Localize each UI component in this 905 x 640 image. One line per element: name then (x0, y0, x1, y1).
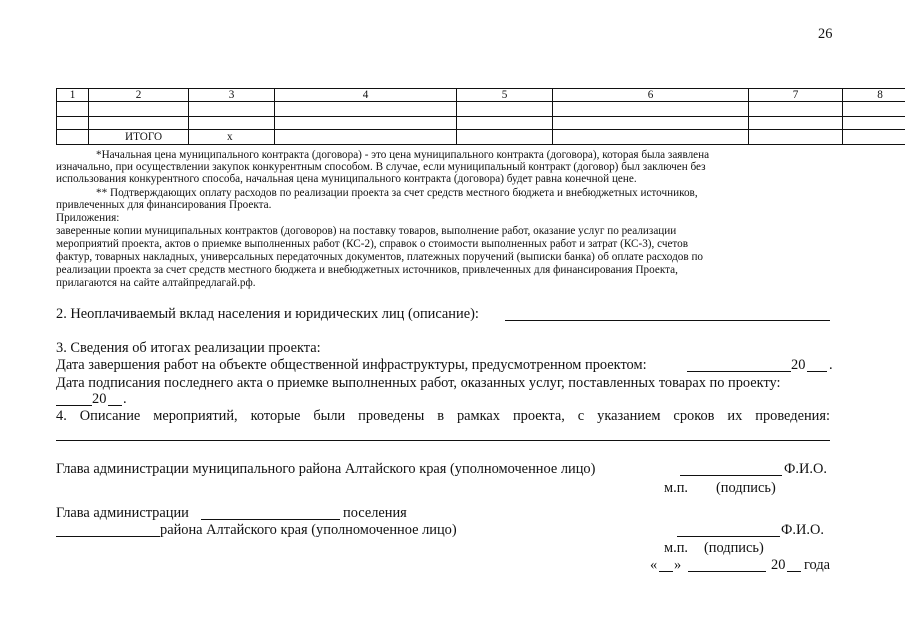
table-header-cell: 6 (553, 89, 749, 102)
date-close-quote: » (674, 557, 682, 573)
table-total-row (57, 130, 905, 145)
signature2-fio: Ф.И.О. (781, 522, 824, 538)
date-year-blank[interactable] (787, 571, 801, 572)
attachments-title: Приложения: (56, 212, 120, 224)
table-header-cell: 3 (189, 89, 275, 102)
completion-date-blank[interactable] (687, 371, 791, 372)
attachments-line: заверенные копии муниципальных контрактов (договоров) на поставку товаров, выполнение работ, оказание услуг по реализации (56, 225, 677, 237)
signature1-title: Глава администрации муниципального района Алтайского края (уполномоченное лицо) (56, 461, 596, 477)
attachments-line: мероприятий проекта, актов о приемке выполненных работ (КС-2), справок о стоимости выполненных работ и затрат (КС-3), счетов (56, 238, 689, 250)
table-header-cell: 5 (457, 89, 553, 102)
note1-line: использования конкурентного способа, начальная цена муниципального контракта (договора) будет равна конечной цене. (56, 173, 637, 185)
table-header-cell: 8 (843, 89, 905, 102)
date-day-blank[interactable] (659, 571, 673, 572)
section2-text: 2. Неоплачиваемый вклад населения и юридических лиц (описание): (56, 306, 479, 322)
table-row (57, 117, 905, 130)
signature1-fio: Ф.И.О. (784, 461, 827, 477)
date-open-quote: « (650, 557, 658, 573)
total-label: ИТОГО (89, 130, 189, 145)
signature2-district-blank[interactable] (56, 536, 160, 537)
section4-text: 4. Описание мероприятий, которые были проведены в рамках проекта, с указанием сроков их проведения: (56, 408, 830, 424)
last-act-year: 20 (92, 391, 107, 407)
table-header-cell: 7 (749, 89, 843, 102)
table-row (57, 102, 905, 117)
signature2-sign-caption: (подпись) (704, 540, 764, 556)
last-act-label: Дата подписания последнего акта о приемке выполненных работ, оказанных услуг, поставленных товарах по проекту: (56, 375, 781, 391)
signature2-mp: м.п. (664, 540, 689, 556)
note2-line: привлеченных для финансирования Проекта. (56, 199, 272, 211)
table-header-cell: 2 (89, 89, 189, 102)
signature2-settlement-blank[interactable] (201, 519, 340, 520)
note2-line: ** Подтверждающих оплату расходов по реализации проекта за счет средств местного бюджета и внебюджетных источников, (96, 187, 698, 199)
attachments-line: фактур, товарных накладных, универсальных передаточных документов, платежных поручений (выписки банка) об оплате расходов по (56, 251, 704, 263)
date-month-blank[interactable] (688, 571, 766, 572)
date-suffix: года (804, 557, 831, 573)
signature2-sign-line[interactable] (677, 536, 780, 537)
signature2-title-part1: Глава администрации (56, 505, 189, 521)
date-year-prefix: 20 (771, 557, 786, 573)
attachments-line: прилагаются на сайте алтайпредлагай.рф. (56, 277, 256, 289)
page-number: 26 (818, 26, 833, 42)
last-act-year-blank[interactable] (108, 405, 122, 406)
note1-line: изначально, при осуществлении закупок конкурентным способом. В случае, если муниципальный контракт (договор) был заключен без (56, 161, 706, 173)
signature2-title-line2: района Алтайского края (уполномоченное лицо) (160, 522, 457, 538)
attachments-line: реализации проекта за счет средств местного бюджета и внебюджетных источников, привлеченных для финансирования Проекта, (56, 264, 678, 276)
table-header-cell: 4 (275, 89, 457, 102)
table-header-row (57, 89, 905, 102)
completion-date-label: Дата завершения работ на объекте общественной инфраструктуры, предусмотренном проектом: (56, 357, 647, 373)
total-col3: x (189, 130, 275, 145)
note1-line: *Начальная цена муниципального контракта (договора) - это цена муниципального контракта (договора), которая была заявлена (96, 149, 710, 161)
signature1-sign-line[interactable] (680, 475, 782, 476)
table-header-cell: 1 (57, 89, 89, 102)
expenses-table (56, 88, 905, 145)
signature1-mp: м.п. (664, 480, 689, 496)
last-act-date-blank[interactable] (56, 405, 92, 406)
section2-blank-line[interactable] (505, 320, 830, 321)
section3-title: 3. Сведения об итогах реализации проекта: (56, 340, 321, 356)
completion-year-blank[interactable] (807, 371, 827, 372)
signature1-sign-caption: (подпись) (716, 480, 776, 496)
completion-year-prefix: 20 (791, 357, 806, 373)
section4-blank-line[interactable] (56, 440, 830, 441)
signature2-title-part2: поселения (343, 505, 407, 521)
